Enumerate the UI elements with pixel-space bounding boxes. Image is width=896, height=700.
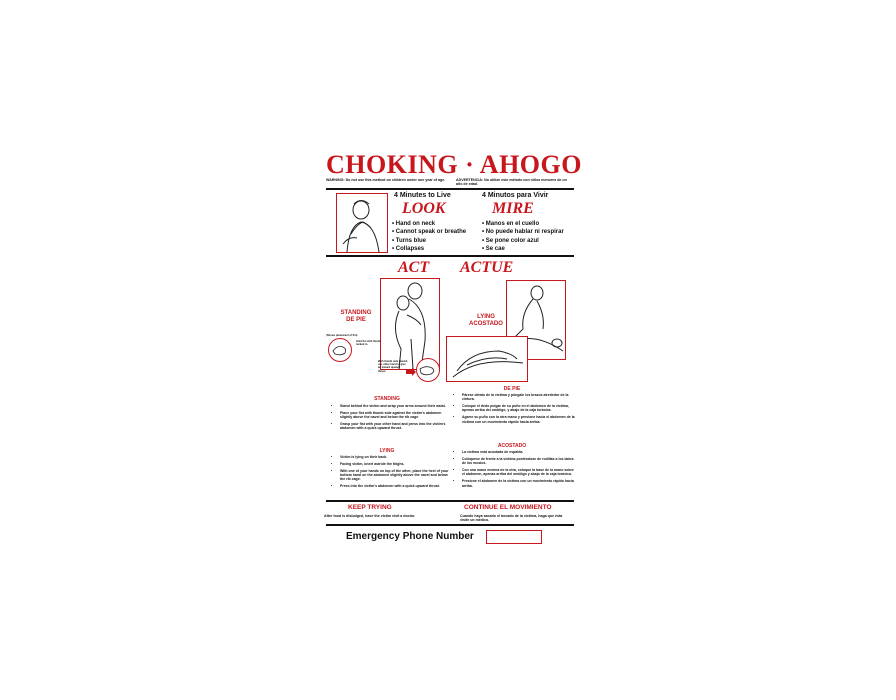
- step-item: • Place your fist with thumb side against the victim's abdomen slightly above the navel and below the rib cage.: [340, 411, 452, 420]
- standing-label-english: STANDING: [340, 310, 372, 316]
- minutes-to-live-english: 4 Minutes to Live: [394, 192, 451, 199]
- thrust-caption: With thumb side inward, use other hand to give an inward upward thrust.: [378, 360, 408, 373]
- actue-heading: ACTUE: [460, 259, 514, 276]
- thrust-hands-drawing: [417, 359, 439, 381]
- keep-trying-heading: KEEP TRYING: [348, 504, 392, 511]
- hands-on-abdomen-illustration: [446, 336, 528, 382]
- lying-label-spanish: ACOSTADO: [469, 321, 503, 327]
- step-item: • Con una mano encima de la otra, coloque la base de la mano sobre el abdomen, apenas arriba del ombligo y abajo de la caja toráxica.: [462, 468, 576, 477]
- hands-on-abdomen-drawing: [447, 337, 527, 381]
- look-heading: LOOK: [402, 200, 446, 217]
- choking-victim-drawing: [337, 194, 387, 252]
- symptom-item: • No puede hablar ni respirar: [482, 228, 564, 236]
- symptom-item: • Manos en el cuello: [482, 220, 564, 228]
- symptom-item: • Hand on neck: [392, 220, 466, 228]
- choking-victim-illustration: [336, 193, 388, 253]
- warning-spanish: ADVERTENCIA: No utilize este método con niños menores de un año de edad.: [456, 178, 567, 187]
- divider-keep-trying: [326, 500, 574, 502]
- emergency-phone-box: [486, 530, 542, 544]
- symptom-item: • Cannot speak or breathe: [392, 228, 466, 236]
- standing-heading-spanish: DE PIE: [503, 386, 521, 392]
- standing-steps-english: [334, 404, 452, 433]
- lying-heading-spanish: ACOSTADO: [497, 443, 527, 449]
- step-item: • Press into the victim's abdomen with a quick upward thrust.: [340, 484, 452, 488]
- step-item: • Stand behind the victim and wrap your arms around their waist.: [340, 404, 452, 408]
- lying-label-english: LYING: [477, 314, 495, 320]
- step-item: • Coloque el dedo pulgar de su puño en el abdomen de la víctima, apenas arriba del ombligo, y abajo de la caja toráxica.: [462, 404, 576, 413]
- mire-heading: MIRE: [492, 200, 534, 217]
- step-item: • Grasp your fist with your other hand and press into the victim's abdomen with a quick upward thrust.: [340, 422, 452, 431]
- lying-heading-english: LYING: [379, 448, 395, 454]
- step-item: • Agarre su puño con la otra mano y presione hacia el abdomen de la víctima con un movimiento rápido hacia arriba.: [462, 415, 576, 424]
- emergency-phone-label: Emergency Phone Number: [346, 531, 474, 542]
- standing-heading-english: STANDING: [374, 396, 400, 402]
- continue-text: Cuando haya sacado el bocado de la víctima, haga que ésta visite un médico.: [460, 514, 563, 523]
- thrust-detail-illustration: [416, 358, 440, 382]
- divider-bottom: [326, 524, 574, 526]
- fist-caption: Hold fist with thumb tucked in.: [356, 340, 381, 347]
- minutes-to-live-spanish: 4 Minutos para Vivir: [482, 192, 549, 199]
- continue-heading: CONTINUE EL MOVIMIENTO: [464, 504, 552, 511]
- poster-title: CHOKING · AHOGO: [326, 150, 582, 179]
- standing-label: [332, 310, 380, 324]
- step-item: • With one of your hands on top of the other, place the heel of your bottom hand on the abdomen slightly above the navel and below the rib cage.: [340, 469, 452, 482]
- lying-steps-spanish: [456, 450, 576, 490]
- symptom-item: • Collapses: [392, 245, 466, 253]
- divider-top: [326, 188, 574, 190]
- symptom-item: • Se pone color azul: [482, 237, 564, 245]
- step-item: • Colóquese de frente a la víctima poniéndose de rodillas a los lados de los muslos.: [462, 457, 576, 466]
- standing-steps-spanish: [456, 393, 576, 427]
- standing-label-spanish: DE PIE: [346, 317, 366, 323]
- fist-detail-illustration: [328, 338, 352, 362]
- thrust-arrow-icon: [406, 368, 416, 376]
- symptom-item: • Turns blue: [392, 237, 466, 245]
- lying-steps-english: [334, 455, 452, 491]
- standing-thrust-illustration: [380, 278, 440, 370]
- symptoms-list-english: [392, 220, 466, 254]
- standing-fine-caption: (Shows placement of fist): [326, 334, 358, 337]
- step-item: • Facing victim, kneel astride the thighs.: [340, 462, 452, 466]
- step-item: • La víctima está acostada de espalda.: [462, 450, 576, 454]
- choking-poster: [322, 148, 582, 548]
- fist-drawing: [329, 339, 351, 361]
- lying-label: [468, 314, 504, 328]
- act-heading: ACT: [398, 259, 430, 276]
- symptom-item: • Se cae: [482, 245, 564, 253]
- step-item: • Párese detrás de la víctima y póngale los brazos alrededor de la cintura.: [462, 393, 576, 402]
- divider-look: [326, 255, 574, 257]
- keep-trying-text: After food is dislodged, have the victim visit a doctor.: [324, 514, 416, 518]
- symptoms-list-spanish: [482, 220, 564, 254]
- warning-english: WARNING: Do not use this method on children under one year of age.: [326, 178, 446, 182]
- step-item: • Victim is lying on their back.: [340, 455, 452, 459]
- step-item: • Presione el abdomen de la víctima con un movimiento rápido hacia arriba.: [462, 479, 576, 488]
- standing-rescuer-drawing: [381, 279, 439, 369]
